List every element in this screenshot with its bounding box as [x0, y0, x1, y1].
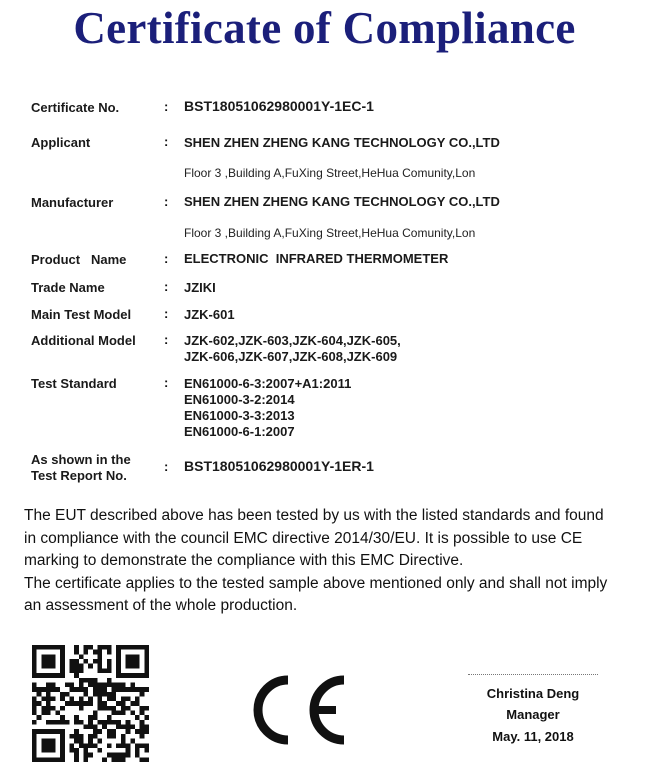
test-standard-line: EN61000-6-3:2007+A1:2011 — [184, 376, 352, 391]
product-name-value: ELECTRONIC INFRARED THERMOMETER — [184, 251, 449, 266]
compliance-statement — [24, 505, 640, 618]
colon: : — [164, 375, 169, 390]
test-standard-line: EN61000-3-3:2013 — [184, 408, 295, 423]
statement-line: The certificate applies to the tested sample above mentioned only and shall not imply — [24, 574, 608, 592]
main-test-model-value: JZK-601 — [184, 307, 235, 322]
additional-model-label: Additional Model — [31, 333, 136, 348]
additional-model-line: JZK-602,JZK-603,JZK-604,JZK-605, — [184, 333, 401, 348]
test-standard-line: EN61000-3-2:2014 — [184, 392, 295, 407]
statement-line: The EUT described above has been tested by us with the listed standards and found — [24, 507, 604, 524]
colon: : — [164, 459, 169, 474]
certificate-title: Certificate of Compliance — [73, 3, 576, 53]
signatory-name: Christina Deng — [486, 686, 580, 701]
statement-line: in compliance with the council EMC directive 2014/30/EU. It is possible to use CE — [24, 529, 583, 547]
additional-model-line: JZK-606,JZK-607,JZK-608,JZK-609 — [184, 349, 398, 364]
signatory-role: Manager — [506, 707, 560, 722]
trade-name-value: JZIKI — [184, 280, 216, 295]
certificate-no-value: BST18051062980001Y-1EC-1 — [184, 98, 374, 114]
colon: : — [164, 306, 169, 321]
test-standard-label: Test Standard — [31, 376, 117, 391]
product-name-label: Product Name — [31, 252, 127, 267]
applicant-address: Floor 3 ,Building A,FuXing Street,HeHua Comunity,Lon — [184, 166, 476, 180]
ce-mark-logo — [238, 670, 354, 750]
applicant-value: SHEN ZHEN ZHENG KANG TECHNOLOGY CO.,LTD — [184, 135, 500, 150]
test-report-label-line2: Test Report No. — [31, 468, 127, 483]
certificate-date: May. 11, 2018 — [492, 729, 574, 744]
certificate-no-label: Certificate No. — [31, 100, 120, 115]
main-test-model-label: Main Test Model — [31, 307, 132, 322]
colon: : — [164, 194, 169, 209]
signature-line — [468, 674, 598, 675]
colon: : — [164, 99, 169, 114]
manufacturer-label: Manufacturer — [31, 195, 114, 210]
test-report-value: BST18051062980001Y-1ER-1 — [184, 458, 374, 474]
colon: : — [164, 251, 169, 266]
test-standard-line: EN61000-6-1:2007 — [184, 424, 295, 439]
trade-name-label: Trade Name — [31, 280, 105, 295]
statement-line: an assessment of the whole production. — [24, 597, 298, 614]
colon: : — [164, 332, 169, 347]
applicant-label: Applicant — [31, 135, 91, 150]
qr-code — [32, 645, 149, 762]
colon: : — [164, 134, 169, 149]
statement-line: marking to demonstrate the compliance with this EMC Directive. — [24, 552, 464, 569]
manufacturer-address: Floor 3 ,Building A,FuXing Street,HeHua Comunity,Lon — [184, 226, 476, 240]
manufacturer-value: SHEN ZHEN ZHENG KANG TECHNOLOGY CO.,LTD — [184, 194, 500, 209]
colon: : — [164, 279, 169, 294]
test-report-label-line1: As shown in the — [31, 452, 131, 467]
